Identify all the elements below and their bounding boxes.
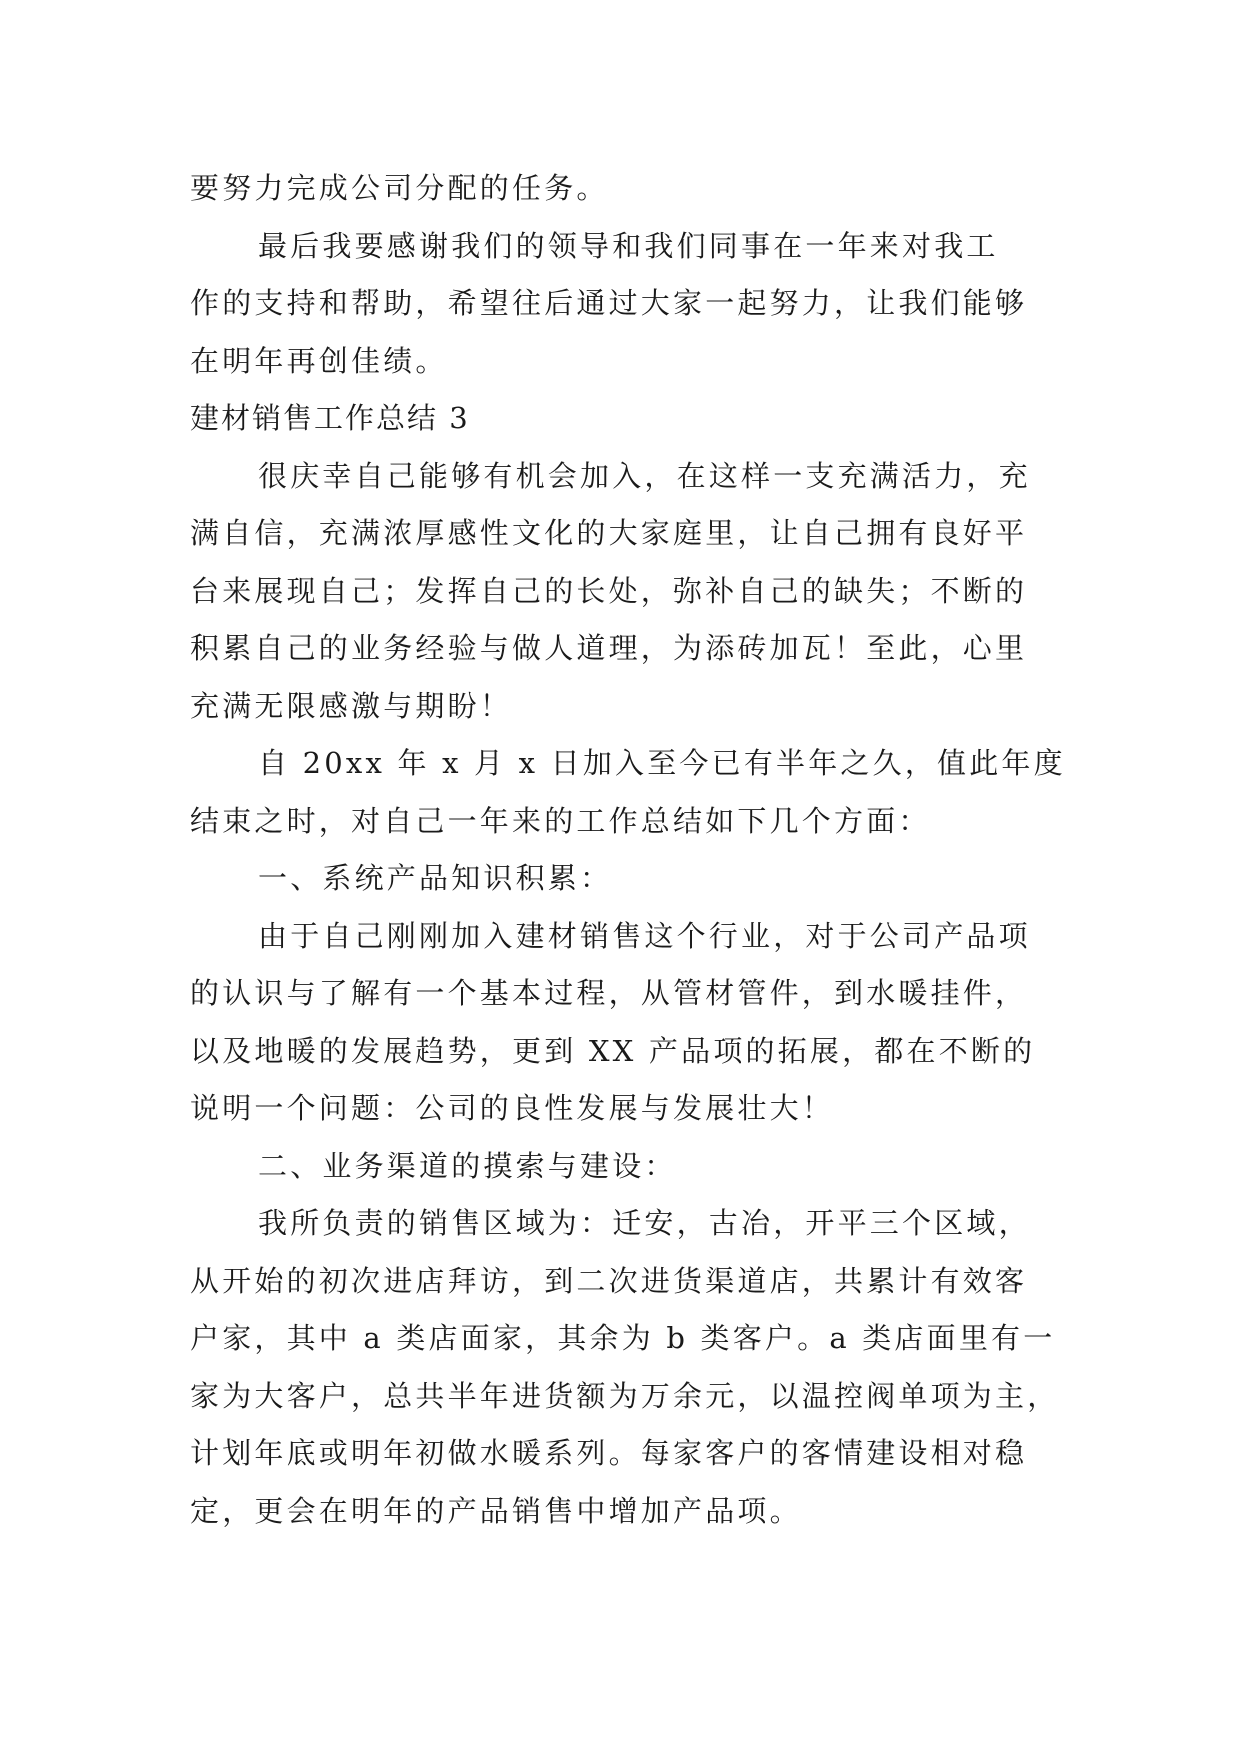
paragraph-start-line: 自 20xx 年 x 月 x 日加入至今已有半年之久，值此年度	[258, 746, 1066, 780]
text-line: 户家，其中 a 类店面家，其余为 b 类客户。a 类店面里有一	[190, 1321, 1056, 1355]
text-line: 计划年底或明年初做水暖系列。每家客户的客情建设相对稳	[190, 1436, 1028, 1470]
text-line: 的认识与了解有一个基本过程，从管材管件，到水暖挂件，	[190, 976, 1028, 1010]
text-line: 积累自己的业务经验与做人道理，为添砖加瓦！至此，心里	[190, 631, 1028, 665]
document-body	[190, 160, 1066, 1540]
subsection-heading: 二、业务渠道的摸索与建设：	[258, 1148, 677, 1183]
text-line: 结束之时，对自己一年来的工作总结如下几个方面：	[190, 803, 931, 838]
paragraph-start-line: 很庆幸自己能够有机会加入，在这样一支充满活力，充	[258, 458, 1031, 493]
paragraph-start-line: 由于自己刚刚加入建材销售这个行业，对于公司产品项	[258, 918, 1031, 953]
text-line: 说明一个问题：公司的良性发展与发展壮大！	[190, 1091, 835, 1125]
text-line: 满自信，充满浓厚感性文化的大家庭里，让自己拥有良好平	[190, 516, 1028, 550]
text-line: 充满无限感激与期盼！	[190, 688, 513, 723]
paragraph-start-line: 最后我要感谢我们的领导和我们同事在一年来对我工	[258, 228, 999, 263]
text-line: 台来展现自己；发挥自己的长处，弥补自己的缺失；不断的	[190, 573, 1028, 608]
text-line: 定，更会在明年的产品销售中增加产品项。	[190, 1493, 802, 1528]
section-title: 建材销售工作总结 3	[190, 401, 470, 435]
text-line: 在明年再创佳绩。	[190, 343, 448, 378]
paragraph-start-line: 我所负责的销售区域为：迁安，古冶，开平三个区域，	[258, 1206, 1031, 1240]
text-line: 家为大客户，总共半年进货额为万余元，以温控阀单项为主，	[190, 1378, 1060, 1413]
text-line: 作的支持和帮助，希望往后通过大家一起努力，让我们能够	[190, 286, 1028, 320]
text-line: 要努力完成公司分配的任务。	[190, 171, 609, 205]
subsection-heading: 一、系统产品知识积累：	[258, 861, 613, 895]
text-line: 从开始的初次进店拜访，到二次进货渠道店，共累计有效客	[190, 1263, 1028, 1298]
text-line: 以及地暖的发展趋势，更到 XX 产品项的拓展，都在不断的	[190, 1033, 1036, 1068]
